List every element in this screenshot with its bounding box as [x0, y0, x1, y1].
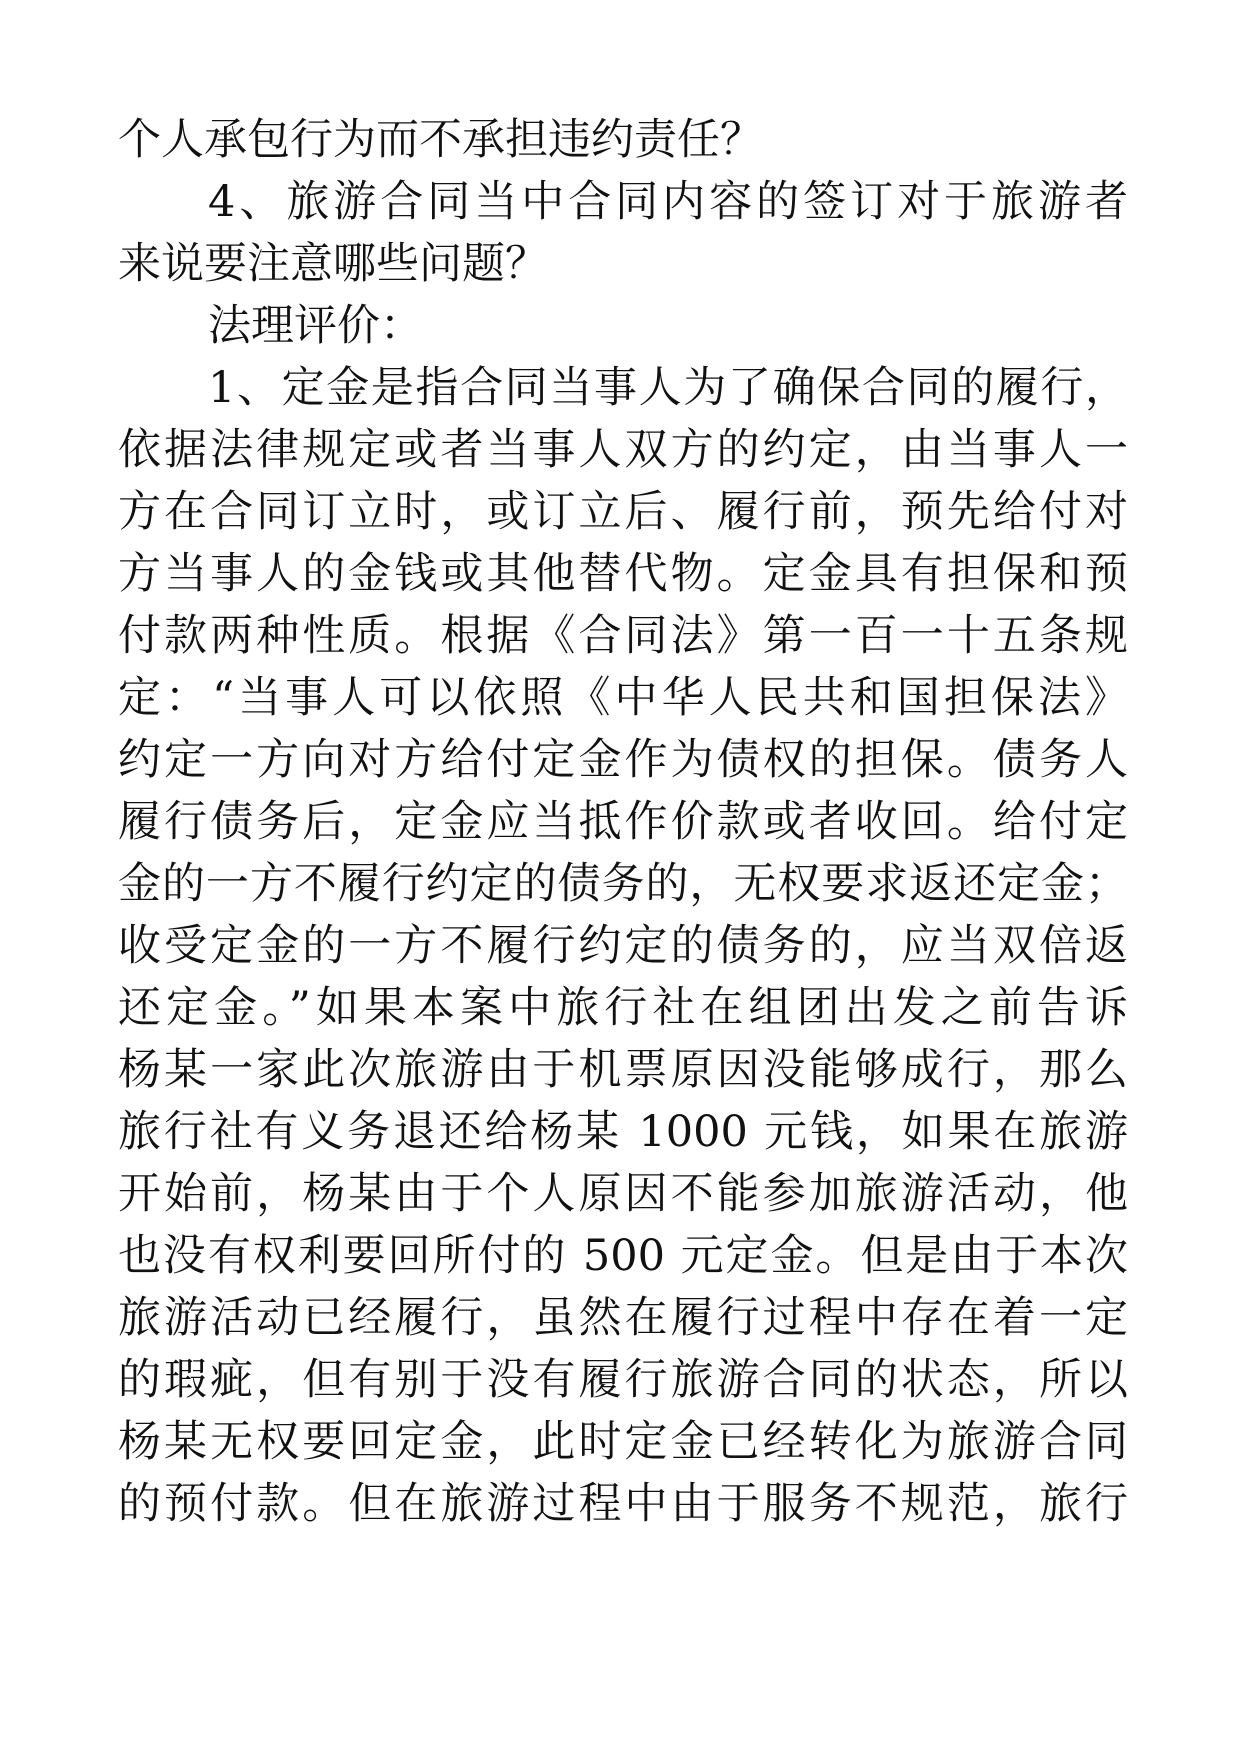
text-line-14: 收受定金的一方不履行约定的债务的，应当双倍返: [118, 921, 1128, 971]
text-line-12: 履行债务后，定金应当抵作价款或者收回。给付定: [118, 797, 1128, 847]
text-line-6: 依据法律规定或者当事人双方的约定，由当事人一: [118, 425, 1128, 475]
section-heading: 法理评价：: [208, 301, 423, 351]
text-line-16: 杨某一家此次旅游由于机票原因没能够成行，那么: [118, 1045, 1128, 1095]
text-line-23: 的预付款。但在旅游过程中由于服务不规范，旅行: [118, 1479, 1128, 1529]
text-line-9: 付款两种性质。根据《合同法》第一百一十五条规: [118, 611, 1128, 661]
text-line-21: 的瑕疵，但有别于没有履行旅游合同的状态，所以: [118, 1355, 1128, 1405]
text-line-3: 来说要注意哪些问题？: [118, 239, 548, 289]
text-line-20: 旅游活动已经履行，虽然在履行过程中存在着一定: [118, 1293, 1128, 1343]
text-line-15: 还定金。”如果本案中旅行社在组团出发之前告诉: [118, 983, 1128, 1033]
text-line-2: 4、旅游合同当中合同内容的签订对于旅游者: [208, 177, 1128, 227]
text-line-7: 方在合同订立时，或订立后、履行前，预先给付对: [118, 487, 1128, 537]
text-line-22: 杨某无权要回定金，此时定金已经转化为旅游合同: [118, 1417, 1128, 1467]
text-line-17: 旅行社有义务退还给杨某 1000 元钱，如果在旅游: [118, 1107, 1128, 1157]
text-line-18: 开始前，杨某由于个人原因不能参加旅游活动，他: [118, 1169, 1128, 1219]
text-line-1: 个人承包行为而不承担违约责任？: [118, 115, 763, 165]
text-line-8: 方当事人的金钱或其他替代物。定金具有担保和预: [118, 549, 1128, 599]
text-line-11: 约定一方向对方给付定金作为债权的担保。债务人: [118, 735, 1128, 785]
text-line-5: 1、定金是指合同当事人为了确保合同的履行，: [208, 363, 1128, 413]
text-line-10: 定：“当事人可以依照《中华人民共和国担保法》: [118, 673, 1128, 723]
text-line-13: 金的一方不履行约定的债务的，无权要求返还定金；: [118, 859, 1128, 909]
text-line-19: 也没有权利要回所付的 500 元定金。但是由于本次: [118, 1231, 1128, 1281]
